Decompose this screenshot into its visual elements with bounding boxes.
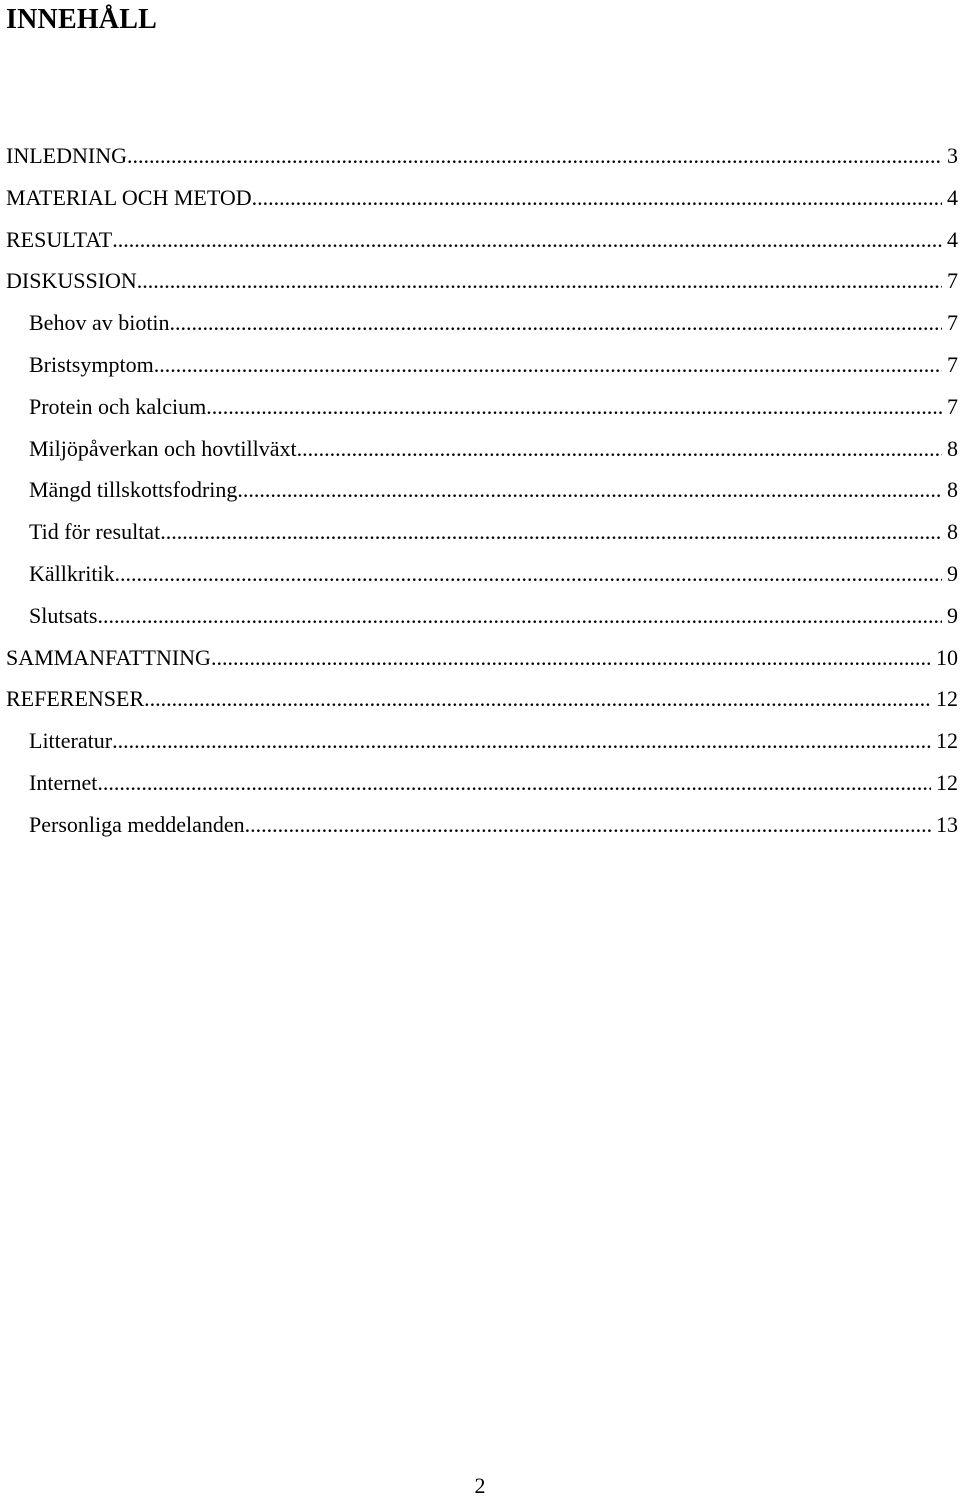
toc-dot-leader bbox=[237, 469, 942, 511]
table-of-contents bbox=[6, 135, 960, 846]
toc-entry-label: RESULTAT bbox=[6, 226, 113, 252]
toc-entry-behov-av-biotin[interactable] bbox=[6, 302, 960, 344]
toc-dot-leader bbox=[112, 720, 931, 762]
toc-dot-leader bbox=[297, 428, 942, 470]
toc-entry-page-number: 4 bbox=[947, 226, 958, 252]
toc-entry-page-number: 3 bbox=[947, 143, 958, 168]
toc-entry-label: Mängd tillskottsfodring bbox=[29, 477, 238, 503]
toc-dot-leader bbox=[97, 595, 942, 637]
toc-entry-label: Internet bbox=[29, 769, 98, 795]
toc-entry-label: Behov av biotin bbox=[29, 310, 170, 336]
toc-entry-page-number: 12 bbox=[936, 769, 958, 795]
toc-entry-inledning[interactable] bbox=[6, 135, 960, 177]
toc-entry-bristsymptom[interactable] bbox=[6, 344, 960, 386]
toc-dot-leader bbox=[154, 344, 942, 386]
toc-entry-internet[interactable] bbox=[6, 762, 960, 804]
toc-entry-label: INLEDNING bbox=[6, 143, 127, 168]
toc-entry-page-number: 4 bbox=[947, 184, 958, 210]
toc-dot-leader bbox=[160, 511, 942, 553]
toc-entry-miljopaverkan-och-hovtillvaxt[interactable] bbox=[6, 428, 960, 470]
toc-dot-leader bbox=[211, 637, 931, 679]
toc-entry-page-number: 7 bbox=[947, 268, 958, 294]
toc-entry-page-number: 9 bbox=[947, 560, 958, 586]
toc-entry-mangd-tillskottsfodring[interactable] bbox=[6, 469, 960, 511]
toc-dot-leader bbox=[137, 260, 942, 302]
toc-entry-label: Tid för resultat bbox=[29, 519, 161, 545]
toc-entry-label: MATERIAL OCH METOD bbox=[6, 184, 252, 210]
toc-entry-slutsats[interactable] bbox=[6, 595, 960, 637]
toc-entry-page-number: 10 bbox=[936, 644, 958, 670]
toc-entry-protein-och-kalcium[interactable] bbox=[6, 386, 960, 428]
toc-entry-page-number: 12 bbox=[936, 728, 958, 754]
toc-entry-resultat[interactable] bbox=[6, 219, 960, 261]
toc-entry-tid-for-resultat[interactable] bbox=[6, 511, 960, 553]
toc-entry-page-number: 8 bbox=[947, 435, 958, 461]
toc-entry-kallkritik[interactable] bbox=[6, 553, 960, 595]
toc-entry-page-number: 7 bbox=[947, 393, 958, 419]
toc-entry-page-number: 9 bbox=[947, 602, 958, 628]
toc-entry-page-number: 8 bbox=[947, 477, 958, 503]
toc-entry-page-number: 13 bbox=[936, 811, 958, 837]
toc-entry-label: Miljöpåverkan och hovtillväxt bbox=[29, 435, 297, 461]
toc-entry-label: Bristsymptom bbox=[29, 351, 154, 377]
toc-dot-leader bbox=[127, 135, 942, 177]
toc-entry-page-number: 7 bbox=[947, 351, 958, 377]
toc-entry-diskussion[interactable] bbox=[6, 260, 960, 302]
toc-entry-label: Personliga meddelanden bbox=[29, 811, 245, 837]
toc-entry-page-number: 12 bbox=[936, 686, 958, 712]
toc-entry-label: SAMMANFATTNING bbox=[6, 644, 211, 670]
toc-entry-label: Källkritik bbox=[29, 560, 115, 586]
toc-dot-leader bbox=[206, 386, 942, 428]
toc-entry-label: REFERENSER bbox=[6, 686, 145, 712]
toc-dot-leader bbox=[115, 553, 942, 595]
toc-dot-leader bbox=[97, 762, 931, 804]
toc-entry-label: DISKUSSION bbox=[6, 268, 137, 294]
toc-entry-material-och-metod[interactable] bbox=[6, 177, 960, 219]
toc-dot-leader bbox=[144, 678, 931, 720]
toc-entry-referenser[interactable] bbox=[6, 678, 960, 720]
toc-entry-page-number: 8 bbox=[947, 519, 958, 545]
toc-dot-leader bbox=[252, 177, 942, 219]
toc-entry-label: Litteratur bbox=[29, 728, 113, 754]
toc-entry-litteratur[interactable] bbox=[6, 720, 960, 762]
page-title: INNEHÅLL bbox=[6, 4, 157, 35]
toc-dot-leader bbox=[245, 804, 931, 846]
toc-dot-leader bbox=[170, 302, 942, 344]
toc-entry-sammanfattning[interactable] bbox=[6, 637, 960, 679]
toc-entry-page-number: 7 bbox=[947, 310, 958, 336]
toc-dot-leader bbox=[112, 219, 942, 261]
toc-entry-personliga-meddelanden[interactable] bbox=[6, 804, 960, 846]
toc-entry-label: Protein och kalcium bbox=[29, 393, 207, 419]
page-number: 2 bbox=[474, 1473, 486, 1498]
toc-entry-label: Slutsats bbox=[29, 602, 98, 628]
